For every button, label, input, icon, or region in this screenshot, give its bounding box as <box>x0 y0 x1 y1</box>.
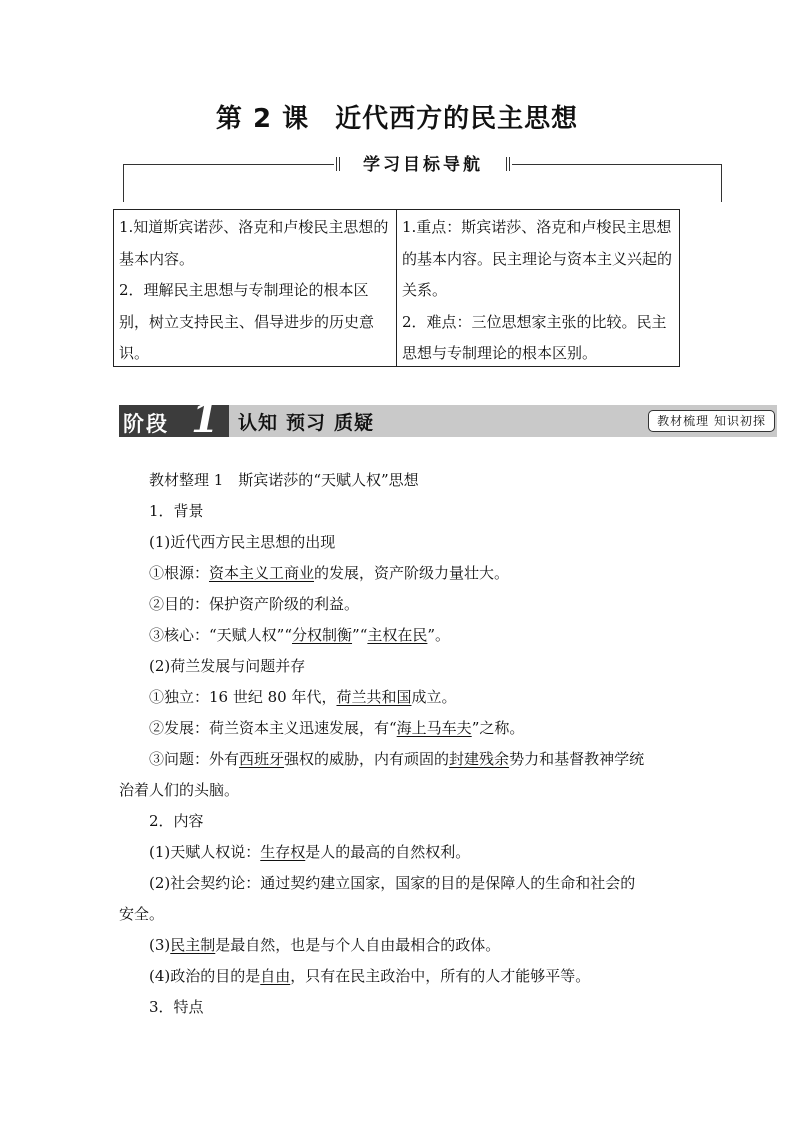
stage-number: 1 <box>191 395 219 442</box>
stage-badge <box>119 395 229 442</box>
lesson-title <box>0 98 794 135</box>
stage-heading-part: 认知 <box>238 412 279 434</box>
stage-heading-part: 质疑 <box>334 412 375 434</box>
text-span: 是人的最高的自然权利。 <box>305 843 471 861</box>
text-span: (3) <box>149 936 171 954</box>
learning-objectives-label: 学习目标导航 <box>334 153 512 177</box>
underlined-term: 主权在民 <box>367 626 428 644</box>
text-span: ”“ <box>352 626 368 644</box>
stage-word: 阶段 <box>123 412 169 436</box>
content-line: (1)近代西方民主思想的出现 <box>149 533 336 551</box>
objectives-right-cell <box>397 210 679 366</box>
underlined-term: 西班牙 <box>239 750 285 768</box>
content-line: (2)社会契约论：通过契约建立国家，国家的目的是保障人的生命和社会的 <box>149 874 636 892</box>
text-span: ①独立：16 世纪 80 年代， <box>149 688 337 706</box>
underlined-term: 分权制衡 <box>292 626 353 644</box>
subheading: 2．内容 <box>149 812 204 830</box>
objectives-table <box>113 209 680 367</box>
underlined-term: 自由 <box>260 967 291 985</box>
content-line <box>119 713 679 744</box>
subheading: 3．特点 <box>149 998 204 1016</box>
text-span: ①根源： <box>149 564 210 582</box>
text-span: (4)政治的目的是 <box>149 967 261 985</box>
text-span: 势力和基督教神学统 <box>509 750 645 768</box>
text-span: ③核心：“天赋人权”“ <box>149 626 293 644</box>
difficulty-item: 2．难点：三位思想家主张的比较。民主思想与专制理论的根本区别。 <box>402 312 667 362</box>
content-line <box>119 930 679 961</box>
stage-heading-part: 预习 <box>286 412 327 434</box>
content-line: 安全。 <box>119 905 165 923</box>
underlined-term: 资本主义工商业 <box>209 564 315 582</box>
content-line: 治着人们的头脑。 <box>119 781 240 799</box>
underlined-term: 民主制 <box>170 936 216 954</box>
stage-tag: 教材梳理 知识初探 <box>648 410 775 432</box>
text-span: 成立。 <box>411 688 457 706</box>
objective-item-1: 1.知道斯宾诺莎、洛克和卢梭民主思想的基本内容。 <box>119 218 389 268</box>
section-heading: 教材整理 1 斯宾诺莎的“天赋人权”思想 <box>149 471 419 489</box>
content-line <box>119 744 679 775</box>
frame-left-line <box>123 164 124 202</box>
text-span: 强权的威胁，内有顽固的 <box>284 750 450 768</box>
underlined-term: 封建残余 <box>449 750 510 768</box>
text-span: ”之称。 <box>471 719 525 737</box>
stage-banner <box>119 395 777 442</box>
subheading: 1．背景 <box>149 502 204 520</box>
lesson-number: 第 2 课 <box>215 104 310 134</box>
underlined-term: 生存权 <box>260 843 306 861</box>
lesson-topic: 近代西方的民主思想 <box>335 104 579 134</box>
content-line <box>119 620 679 651</box>
text-span: (1)天赋人权说： <box>149 843 261 861</box>
text-span: ②发展：荷兰资本主义迅速发展，有“ <box>149 719 397 737</box>
content-line: ②目的：保护资产阶级的利益。 <box>149 595 360 613</box>
text-span: 的发展，资产阶级力量壮大。 <box>314 564 510 582</box>
content-line <box>119 558 679 589</box>
objective-item-2: 2．理解民主思想与专制理论的根本区别，树立支持民主、倡导进步的历史意识。 <box>119 281 375 362</box>
text-span: ③问题：外有 <box>149 750 240 768</box>
stage-heading <box>238 408 374 435</box>
frame-right-line <box>721 164 722 202</box>
underlined-term: 海上马车夫 <box>396 719 472 737</box>
underlined-term: 荷兰共和国 <box>336 688 412 706</box>
text-span: ，只有在民主政治中，所有的人才能够平等。 <box>290 967 591 985</box>
key-point-item: 1.重点：斯宾诺莎、洛克和卢梭民主思想的基本内容。民主理论与资本主义兴起的关系。 <box>402 218 673 299</box>
lesson-content <box>119 465 679 1023</box>
text-span: 是最自然，也是与个人自由最相合的政体。 <box>215 936 501 954</box>
content-line <box>119 682 679 713</box>
text-span: ”。 <box>427 626 451 644</box>
content-line <box>119 961 679 992</box>
content-line: (2)荷兰发展与问题并存 <box>149 657 306 675</box>
content-line <box>119 837 679 868</box>
learning-objectives-frame <box>123 155 722 202</box>
objectives-left-cell <box>114 210 397 366</box>
